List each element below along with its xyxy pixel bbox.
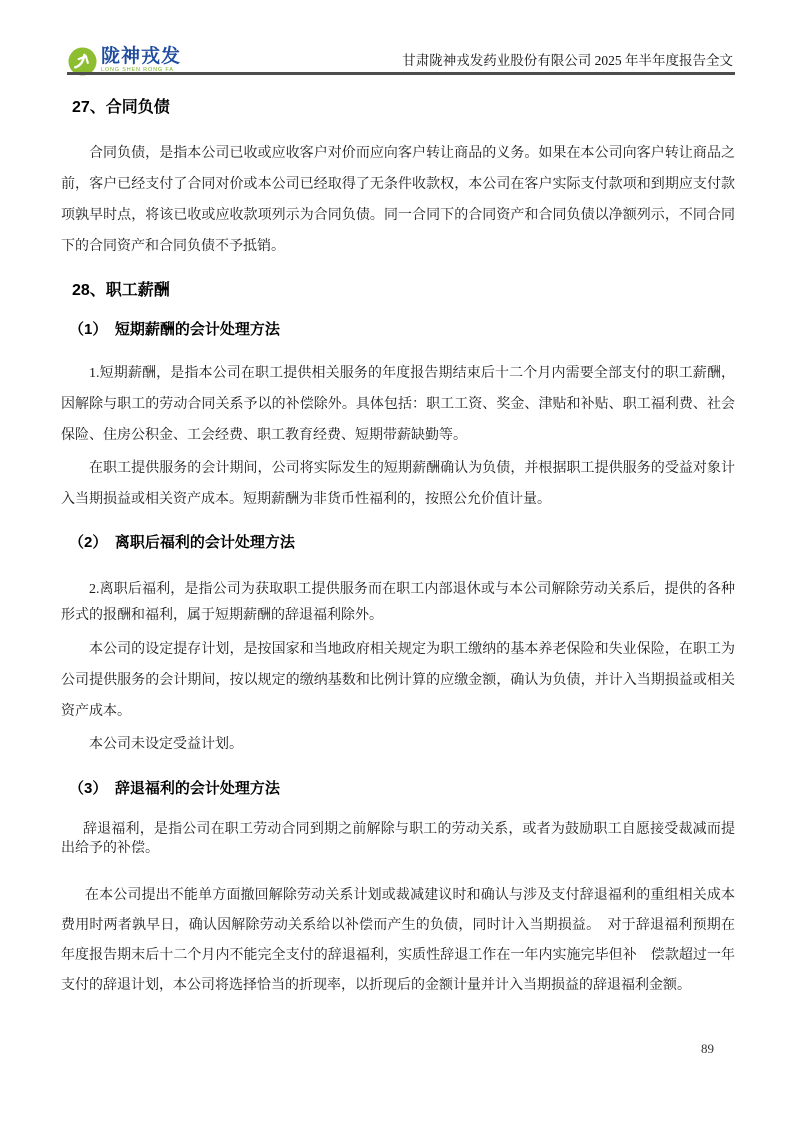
header-divider (67, 72, 735, 75)
page-number: 89 (701, 1041, 714, 1056)
logo-text-cn: 陇神戎发 (101, 46, 182, 67)
paragraph-post-employment-benefits-3: 本公司未设定受益计划。 (89, 737, 243, 752)
document-content (61, 97, 735, 1001)
report-title: 甘肃陇神戎发药业股份有限公司 2025 年半年度报告全文 (402, 53, 733, 68)
paragraph-post-employment-benefits-2: 本公司的设定提存计划，是按国家和当地政府相关规定为职工缴纳的基本养老保险和失业保险，在职工为公司提供服务的会计期间，按以规定的缴纳基数和比例计算的应缴金额，确认为负债，并计入当期损益或相关资产成本。 (61, 642, 735, 719)
subsection-heading-short-term-compensation: （1） 短期薪酬的会计处理方法 (69, 321, 280, 338)
section-heading-contract-liabilities: 27、合同负债 (72, 99, 170, 116)
paragraph-termination-benefits-1: 辞退福利，是指公司在职工劳动合同到期之前解除与职工的劳动关系，或者为鼓励职工自愿接受裁减而提出给予的补偿。 (61, 822, 735, 856)
paragraph-short-term-compensation-1: 1.短期薪酬，是指本公司在职工提供相关服务的年度报告期结束后十二个月内需要全部支付的职工薪酬，因解除与职工的劳动合同关系予以的补偿除外。具体包括：职工工资、奖金、津贴和补贴、职工福利费、社会保险、住房公积金、工会经费、职工教育经费、短期带薪缺勤等。 (61, 366, 735, 443)
paragraph-contract-liabilities: 合同负债，是指本公司已收或应收客户对价而应向客户转让商品的义务。如果在本公司向客户转让商品之前，客户已经支付了合同对价或本公司已经取得了无条件收款权，本公司在客户实际支付款项和到期应支付款项孰早时点，将该已收或应收款项列示为合同负债。同一合同下的合同资产和合同负债以净额列示，不同合同下的合同资产和合同负债不予抵销。 (61, 146, 735, 254)
paragraph-termination-benefits-2: 在本公司提出不能单方面撤回解除劳动关系计划或裁减建议时和确认与涉及支付辞退福利的重组相关成本费用时两者孰早日，确认因解除劳动关系给以补偿而产生的负债，同时计入当期损益。 对于辞退福利预期在年度报告期末后十二个月内不能完全支付的辞退福利，实质性辞退工作在一年内实施完毕但补 偿款超过一年支付的辞退计划，本公司将选择恰当的折现率，以折现后的金额计量并计入当期损益的辞退福利金额。 (61, 888, 735, 993)
subsection-heading-termination-benefits: （3） 辞退福利的会计处理方法 (69, 780, 280, 797)
section-heading-employee-compensation: 28、职工薪酬 (72, 282, 170, 299)
logo-text-en: LONG SHEN RONG FA (101, 66, 174, 73)
paragraph-short-term-compensation-2: 在职工提供服务的会计期间，公司将实际发生的短期薪酬确认为负债，并根据职工提供服务的受益对象计入当期损益或相关资产成本。短期薪酬为非货币性福利的，按照公允价值计量。 (61, 461, 735, 507)
subsection-heading-post-employment-benefits: （2） 离职后福利的会计处理方法 (69, 534, 295, 551)
paragraph-post-employment-benefits-1: 2.离职后福利，是指公司为获取职工提供服务而在职工内部退休或与本公司解除劳动关系后，提供的各种形式的报酬和福利，属于短期薪酬的辞退福利除外。 (61, 582, 735, 623)
